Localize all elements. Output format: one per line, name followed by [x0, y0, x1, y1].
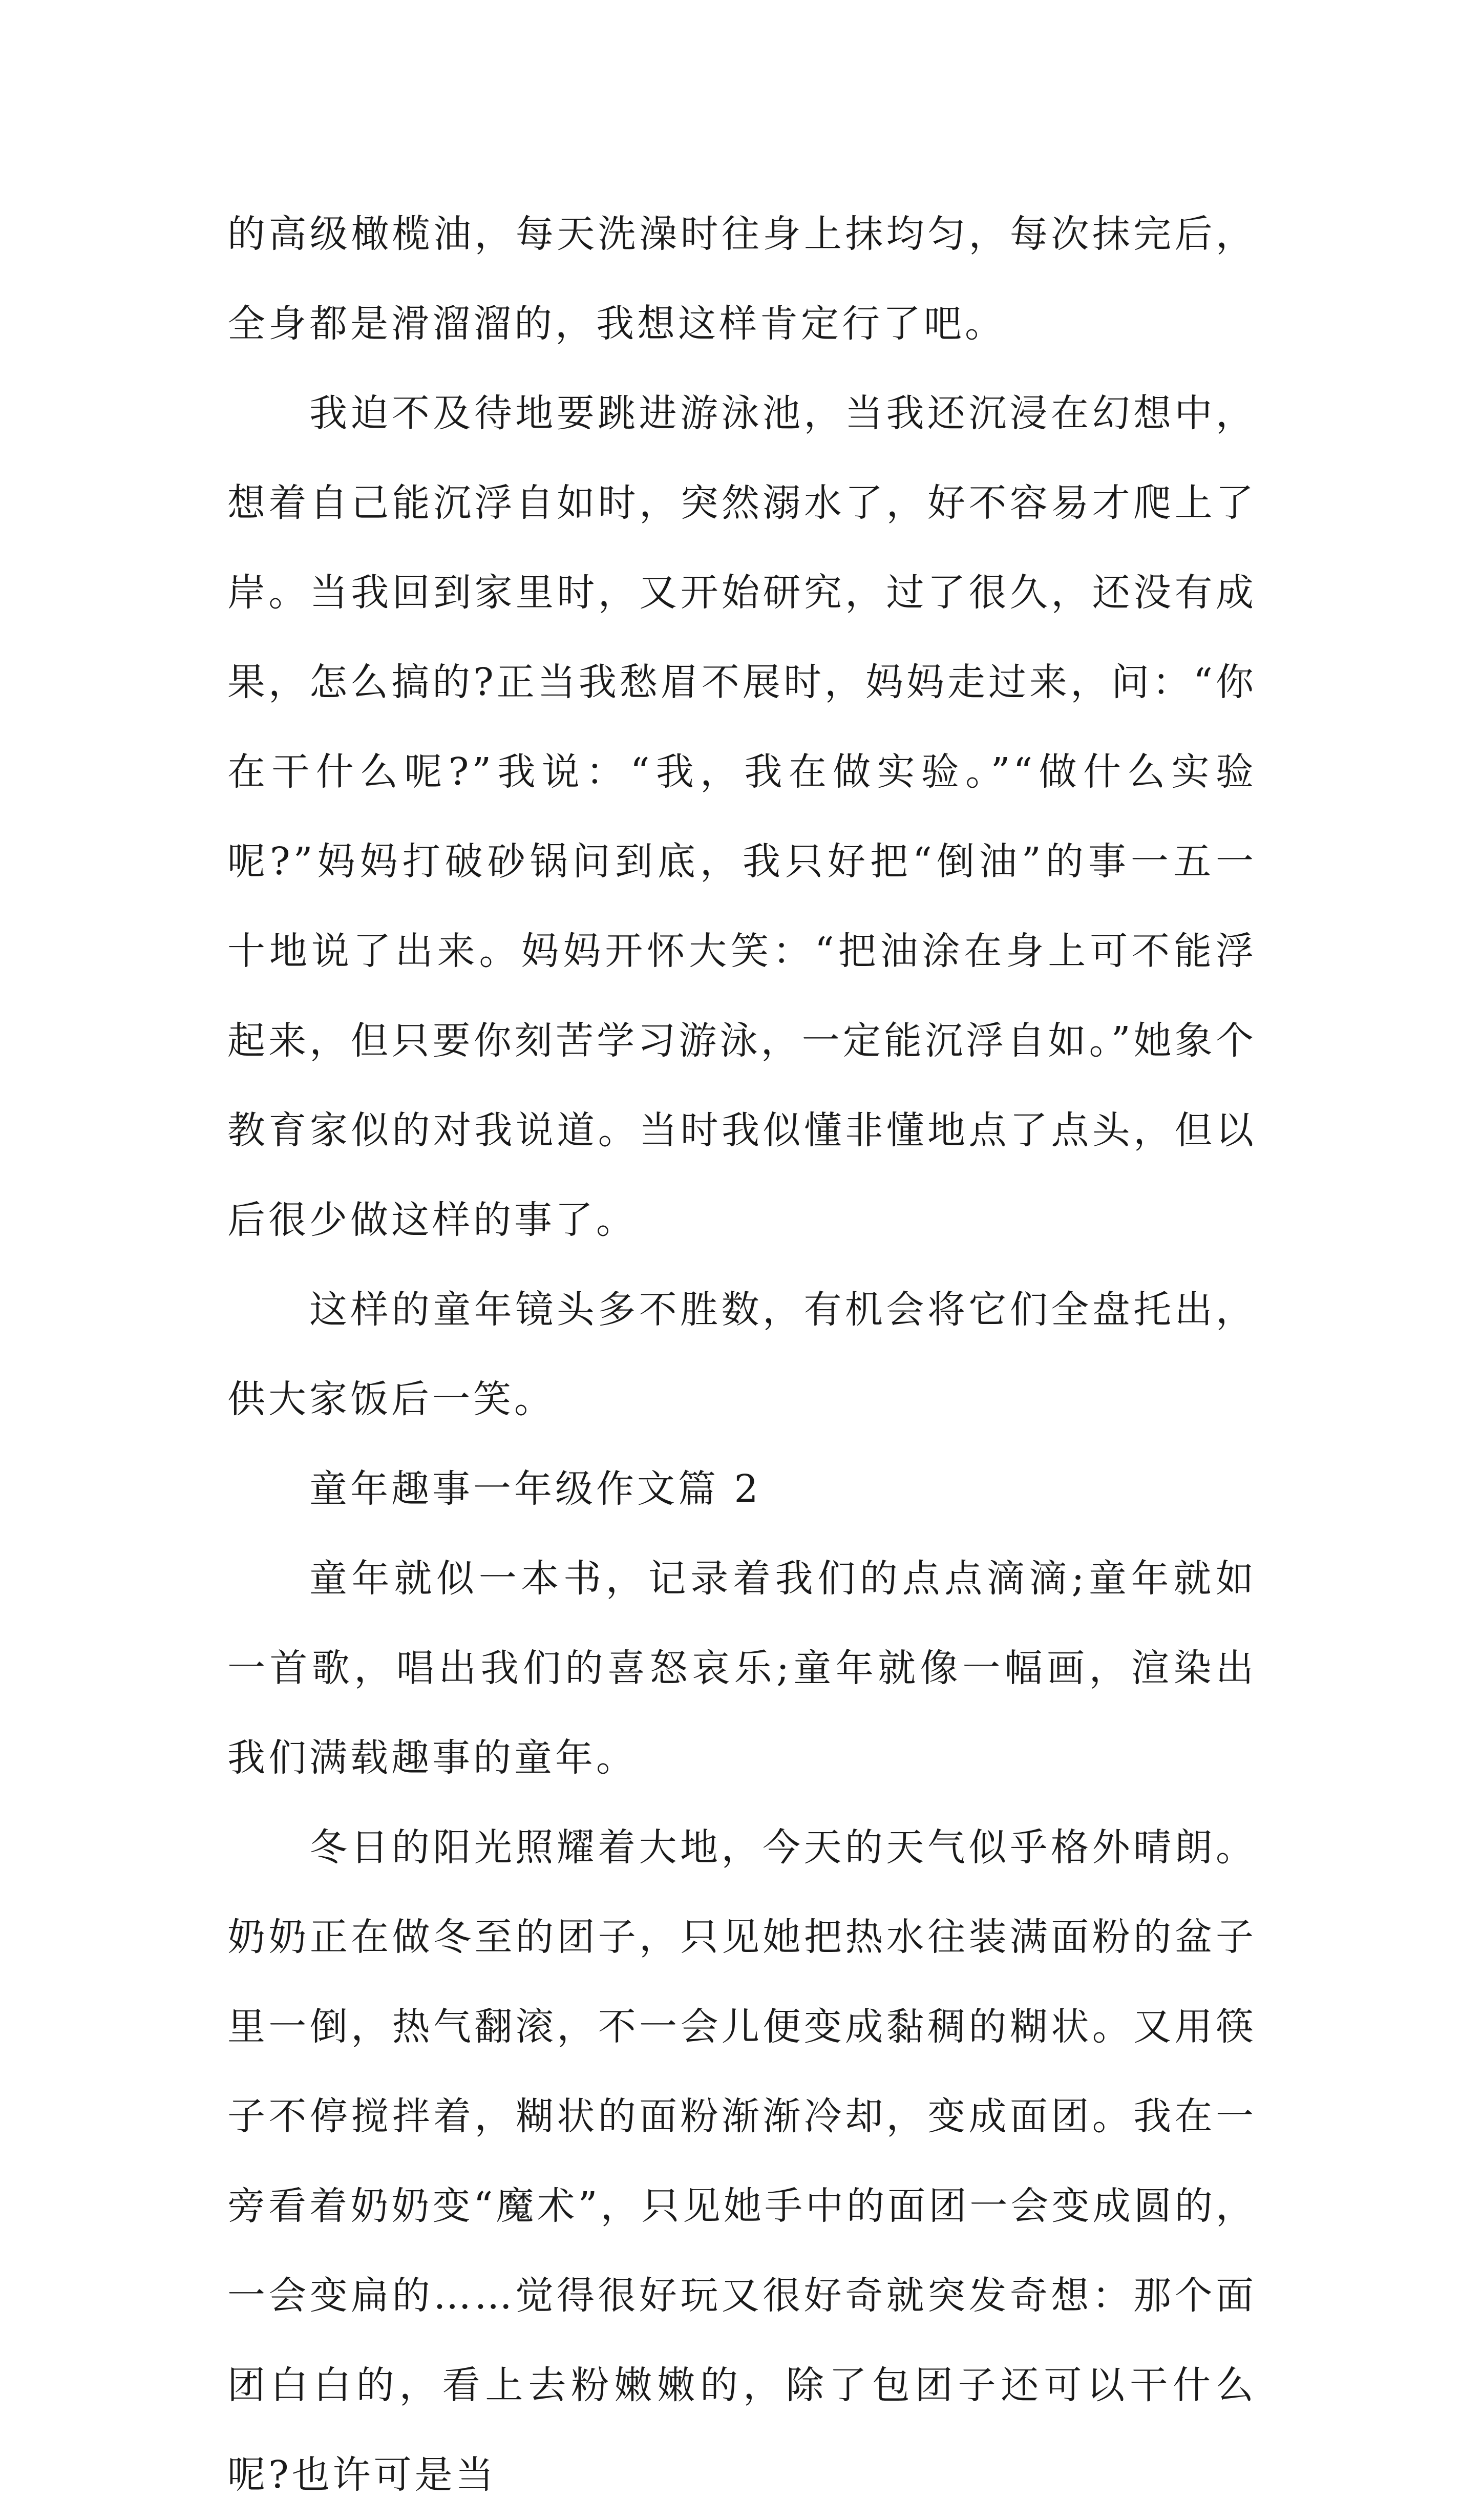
- paragraph: 冬日的阳光照耀着大地，今天的天气似乎格外晴朗。奶奶正在做冬至的团子，只见她把热水往装满面粉的盆子里一倒，热气翻滚，不一会儿便变成黏稠的糊状。又用筷子不停搅拌着，糊状的面粉渐渐冷却，变成面团。我在一旁看着奶奶变“魔术”，只见她手中的面团一会变成圆的，一会变扁的……觉得很好玩又很好奇就突发奇想：那个面团白白的，看上去粉嫩嫩的，除了包团子还可以干什么呢?也许可是当: [227, 1825, 1257, 2497]
- paragraph: 这样的童年镜头多不胜数，有机会将它们全盘托出，供大家饭后一笑。: [227, 1288, 1257, 1421]
- document-body: [227, 190, 1257, 2520]
- paragraph-continuation: 的高级橄榄油，每天洗澡时往身上抹均匀，每次抹完后，全身都是滑溜溜的，我想这样肯定行了吧。: [227, 212, 1257, 346]
- paragraph: 我迫不及待地要跳进游泳池，当我还沉浸在幻想中，想着自己能沉浮自如时，突然溺水了，好不容易才爬上了岸。当我回到家里时，又开始研究，过了很久，还没有成果，怎么搞的?正当我愁眉不展时，妈妈走过来，问：“你在干什么呢?”我说：“我，我在做实验。”“做什么实验呢?”妈妈打破砂锅问到底，我只好把“倒油”的事一五一十地说了出来。妈妈开怀大笑：“把油涂在身上可不能浮起来，但只要你刻苦学习游泳，一定能沉浮自如。”她象个教育家似的对我说道。当时我似懂非懂地点了点头，但以后很少做这样的事了。: [227, 391, 1257, 1242]
- paragraph: 童年就似一本书，记录着我们的点点滴滴;童年就如一首歌，唱出我们的喜怒哀乐;童年就像一幅画，渲染出我们满载趣事的童年。: [227, 1557, 1257, 1780]
- section-heading: 童年趣事一年级作文篇 2: [309, 1467, 761, 1511]
